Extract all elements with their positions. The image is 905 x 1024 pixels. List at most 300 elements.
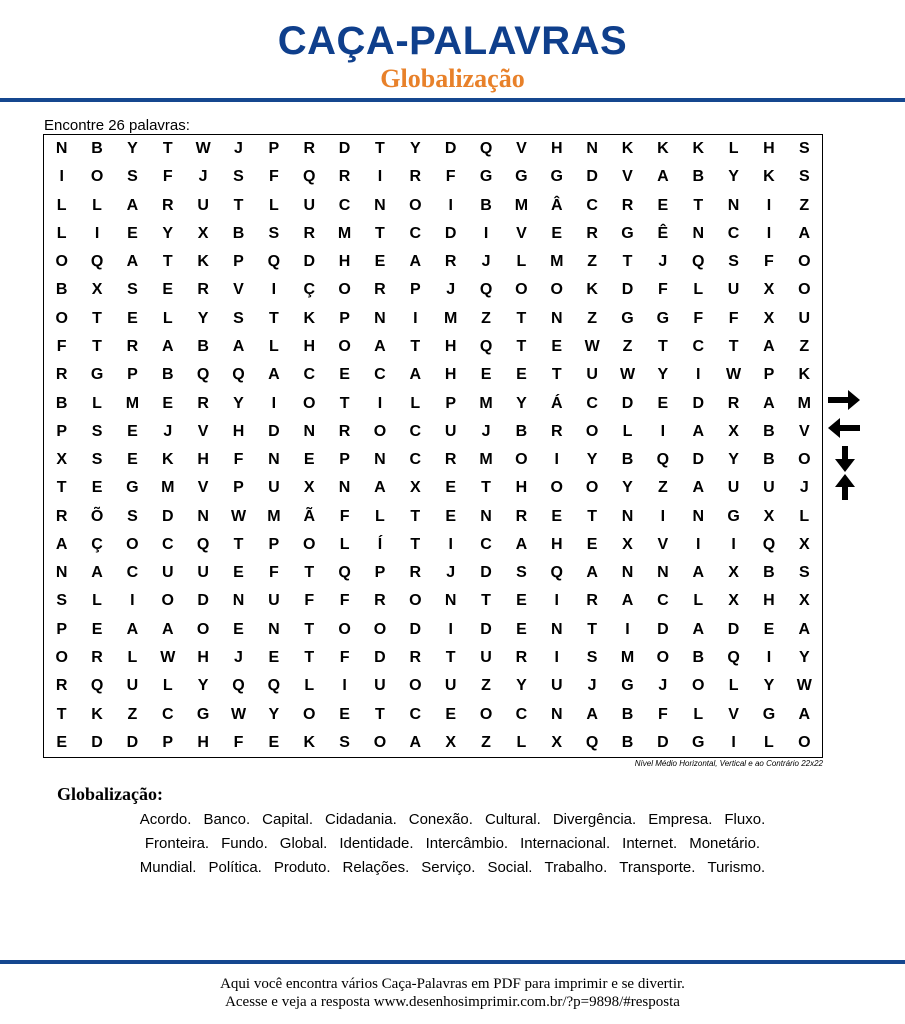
- grid-letter: N: [374, 309, 386, 327]
- grid-letter: Q: [479, 140, 493, 158]
- grid-letter: F: [339, 507, 350, 525]
- grid-letter: A: [161, 338, 174, 356]
- grid-letter: H: [197, 451, 209, 469]
- grid-letter: I: [660, 422, 666, 440]
- grid-letter: X: [91, 281, 103, 299]
- grid-letter: G: [126, 479, 139, 497]
- grid-letter: O: [585, 479, 599, 497]
- grid-letter: H: [763, 140, 775, 158]
- grid-letter: T: [92, 338, 102, 356]
- grid-letter: R: [444, 253, 457, 271]
- grid-letter: G: [727, 507, 740, 525]
- grid-letter: T: [233, 196, 244, 214]
- grid-letter: L: [56, 196, 67, 214]
- grid-letter: V: [197, 479, 209, 497]
- grid-letter: E: [127, 309, 138, 327]
- grid-letter: U: [303, 196, 315, 214]
- page-subtitle: Globalização: [380, 64, 525, 93]
- grid-letter: P: [233, 479, 244, 497]
- grid-letter: J: [587, 677, 597, 695]
- grid-letter: B: [763, 422, 775, 440]
- grid-letter: C: [161, 535, 174, 553]
- grid-letter: B: [621, 451, 634, 469]
- grid-letter: D: [161, 507, 174, 525]
- grid-letter: P: [233, 253, 244, 271]
- grid-letter: K: [586, 281, 598, 299]
- grid-letter: C: [161, 705, 174, 723]
- grid-letter: D: [303, 253, 315, 271]
- footer-text: Aqui você encontra vários Caça-Palavras em PDF para imprimir e se divertir.: [220, 976, 685, 992]
- arrow-up-icon: [830, 472, 860, 502]
- grid-letter: J: [234, 140, 243, 158]
- grid-letter: X: [445, 733, 456, 751]
- grid-letter: J: [234, 649, 243, 667]
- word-item: Relações.: [342, 859, 410, 876]
- grid-letter: H: [444, 366, 457, 384]
- grid-letter: B: [621, 733, 634, 751]
- grid-letter: B: [763, 564, 775, 582]
- grid-letter: C: [374, 366, 386, 384]
- grid-letter: F: [233, 733, 244, 751]
- grid-letter: C: [409, 451, 422, 469]
- grid-letter: D: [657, 733, 669, 751]
- grid-letter: L: [304, 677, 315, 695]
- grid-letter: T: [162, 253, 173, 271]
- grid-letter: E: [91, 479, 103, 497]
- grid-letter: A: [161, 620, 174, 638]
- grid-letter: E: [162, 394, 174, 412]
- grid-letter: Q: [727, 649, 740, 667]
- grid-letter: S: [798, 168, 810, 186]
- grid-letter: X: [303, 479, 315, 497]
- grid-letter: B: [161, 366, 174, 384]
- grid-letter: F: [657, 705, 668, 723]
- grid-letter: R: [586, 224, 598, 242]
- grid-letter: H: [303, 338, 315, 356]
- grid-letter: V: [622, 168, 633, 186]
- grid-letter: S: [586, 649, 598, 667]
- grid-letter: I: [554, 649, 559, 667]
- grid-letter: C: [480, 535, 492, 553]
- grid-letter: L: [162, 309, 173, 327]
- grid-letter: T: [375, 224, 385, 242]
- grid-letter: X: [409, 479, 421, 497]
- word-item: Intercâmbio.: [425, 835, 509, 852]
- word-item: Acordo.: [139, 811, 192, 828]
- grid-letter: F: [445, 168, 456, 186]
- grid-letter: B: [232, 224, 245, 242]
- grid-letter: A: [409, 733, 422, 751]
- grid-letter: Q: [656, 451, 670, 469]
- grid-letter: I: [554, 592, 559, 610]
- grid-letter: S: [127, 168, 138, 186]
- grid-letter: E: [516, 592, 527, 610]
- word-list-line: [40, 811, 865, 829]
- word-item: Internacional.: [520, 835, 611, 852]
- grid-letter: C: [692, 338, 704, 356]
- grid-letter: P: [268, 140, 280, 158]
- grid-letter: I: [94, 224, 100, 242]
- grid-letter: K: [161, 451, 174, 469]
- grid-letter: S: [233, 309, 244, 327]
- grid-letter: G: [550, 168, 563, 186]
- grid-letter: M: [550, 253, 564, 271]
- word-list-line: [40, 835, 865, 853]
- grid-letter: U: [126, 677, 139, 695]
- grid-letter: O: [373, 620, 387, 638]
- grid-letter: R: [374, 592, 386, 610]
- grid-letter: O: [373, 422, 387, 440]
- grid-letter: J: [446, 564, 456, 582]
- grid-letter: F: [162, 168, 173, 186]
- grid-letter: D: [727, 620, 740, 638]
- grid-letter: E: [551, 224, 563, 242]
- grid-letter: E: [339, 366, 350, 384]
- grid-letter: S: [798, 564, 810, 582]
- grid-letter: P: [339, 451, 350, 469]
- grid-letter: T: [375, 140, 385, 158]
- grid-letter: S: [91, 451, 103, 469]
- grid-letter: N: [303, 422, 315, 440]
- grid-letter: I: [448, 535, 453, 553]
- word-item: Transporte.: [619, 859, 696, 876]
- grid-letter: O: [798, 281, 811, 299]
- word-list-line: [40, 859, 865, 877]
- word-item: Cultural.: [484, 811, 541, 828]
- grid-letter: I: [130, 592, 135, 610]
- grid-letter: K: [91, 705, 103, 723]
- grid-letter: E: [657, 394, 669, 412]
- grid-letter: U: [444, 677, 457, 695]
- grid-letter: A: [692, 422, 704, 440]
- grid-letter: M: [479, 451, 493, 469]
- grid-letter: Q: [338, 564, 351, 582]
- grid-letter: V: [657, 535, 669, 553]
- grid-letter: C: [586, 394, 598, 412]
- grid-letter: Y: [197, 677, 209, 695]
- word-item: Identidade.: [339, 835, 414, 852]
- grid-letter: Y: [728, 168, 739, 186]
- grid-letter: Q: [691, 253, 705, 271]
- grid-letter: P: [56, 422, 68, 440]
- grid-letter: D: [91, 733, 103, 751]
- grid-letter: G: [90, 366, 104, 384]
- footer-link-text: Acesse e veja a resposta www.desenhosimprimir.com.br/?p=9898/#resposta: [225, 994, 680, 1010]
- grid-letter: S: [798, 140, 810, 158]
- grid-letter: R: [374, 281, 386, 299]
- grid-letter: O: [409, 196, 422, 214]
- grid-letter: V: [516, 224, 527, 242]
- grid-letter: O: [798, 253, 811, 271]
- grid-letter: I: [625, 620, 630, 638]
- grid-letter: L: [339, 535, 350, 553]
- grid-letter: R: [197, 281, 209, 299]
- grid-letter: U: [480, 649, 492, 667]
- grid-letter: I: [731, 733, 736, 751]
- grid-letter: F: [56, 338, 67, 356]
- grid-letter: Y: [586, 451, 598, 469]
- grid-letter: P: [409, 281, 421, 299]
- grid-letter: G: [691, 733, 705, 751]
- grid-letter: B: [692, 649, 704, 667]
- grid-letter: G: [621, 309, 634, 327]
- grid-letter: Á: [550, 394, 563, 412]
- grid-letter: N: [727, 196, 740, 214]
- grid-letter: E: [445, 479, 456, 497]
- grid-letter: B: [480, 196, 492, 214]
- grid-letter: Y: [516, 394, 527, 412]
- grid-letter: B: [515, 422, 528, 440]
- grid-letter: Y: [728, 451, 739, 469]
- grid-letter: N: [657, 564, 669, 582]
- grid-letter: R: [303, 224, 315, 242]
- grid-letter: U: [268, 592, 280, 610]
- grid-letter: O: [302, 705, 316, 723]
- grid-letter: H: [338, 253, 351, 271]
- grid-difficulty-note: Nível Médio Horizontal, Vertical e ao Contrário 22x22: [634, 759, 823, 768]
- grid-letter: E: [657, 196, 669, 214]
- grid-letter: O: [126, 535, 139, 553]
- grid-letter: D: [480, 564, 492, 582]
- grid-letter: I: [448, 196, 453, 214]
- grid-letter: X: [197, 224, 209, 242]
- grid-letter: O: [656, 649, 670, 667]
- grid-letter: A: [91, 564, 103, 582]
- grid-letter: A: [657, 168, 669, 186]
- grid-letter: O: [161, 592, 174, 610]
- grid-letter: P: [445, 394, 456, 412]
- grid-letter: N: [692, 224, 704, 242]
- grid-letter: L: [410, 394, 421, 412]
- grid-letter: D: [374, 649, 386, 667]
- word-item: Cidadania.: [325, 811, 397, 828]
- grid-letter: B: [621, 705, 634, 723]
- grid-letter: D: [621, 281, 634, 299]
- grid-letter: K: [621, 140, 634, 158]
- grid-letter: C: [657, 592, 669, 610]
- grid-letter: R: [338, 168, 351, 186]
- grid-letter: A: [763, 338, 775, 356]
- grid-letter: Y: [798, 649, 810, 667]
- grid-letter: K: [798, 366, 811, 384]
- grid-letter: C: [409, 422, 422, 440]
- grid-letter: I: [271, 281, 277, 299]
- grid-letter: G: [621, 224, 634, 242]
- grid-letter: I: [695, 366, 701, 384]
- word-item: Trabalho.: [544, 859, 608, 876]
- grid-letter: H: [197, 649, 209, 667]
- grid-letter: E: [551, 507, 563, 525]
- grid-letter: W: [584, 338, 600, 356]
- grid-letter: Q: [196, 366, 210, 384]
- grid-letter: N: [55, 564, 68, 582]
- grid-letter: A: [374, 479, 386, 497]
- grid-letter: O: [373, 733, 387, 751]
- grid-letter: T: [587, 620, 598, 638]
- grid-letter: R: [550, 422, 563, 440]
- grid-letter: S: [516, 564, 527, 582]
- grid-letter: Y: [657, 366, 669, 384]
- grid-letter: U: [444, 422, 457, 440]
- grid-letter: Z: [587, 309, 598, 327]
- grid-letter: H: [232, 422, 245, 440]
- grid-letter: O: [691, 677, 705, 695]
- grid-letter: H: [550, 140, 563, 158]
- grid-letter: E: [268, 733, 280, 751]
- grid-letter: U: [197, 564, 209, 582]
- word-item: Social.: [487, 859, 533, 876]
- grid-letter: Õ: [90, 507, 104, 525]
- grid-letter: C: [409, 705, 422, 723]
- grid-letter: A: [798, 620, 811, 638]
- grid-letter: I: [731, 535, 736, 553]
- grid-letter: N: [480, 507, 492, 525]
- grid-letter: J: [481, 253, 491, 271]
- grid-letter: W: [230, 507, 247, 525]
- grid-letter: X: [56, 451, 68, 469]
- grid-letter: L: [268, 196, 279, 214]
- grid-letter: R: [55, 366, 68, 384]
- grid-letter: O: [55, 649, 68, 667]
- grid-letter: A: [621, 592, 634, 610]
- grid-letter: S: [127, 281, 138, 299]
- grid-letter: C: [515, 705, 528, 723]
- grid-letter: P: [56, 620, 68, 638]
- grid-letter: M: [267, 507, 281, 525]
- grid-letter: Â: [550, 196, 563, 214]
- grid-letter: Q: [479, 281, 493, 299]
- grid-letter: O: [302, 535, 316, 553]
- grid-letter: L: [56, 224, 67, 242]
- grid-letter: H: [515, 479, 528, 497]
- grid-letter: T: [56, 705, 67, 723]
- grid-letter: N: [550, 705, 563, 723]
- grid-letter: W: [796, 677, 812, 695]
- grid-letter: A: [374, 338, 386, 356]
- grid-letter: T: [516, 338, 527, 356]
- grid-letter: Q: [302, 168, 316, 186]
- grid-letter: X: [622, 535, 633, 553]
- grid-letter: T: [445, 649, 456, 667]
- grid-letter: H: [197, 733, 209, 751]
- grid-letter: O: [515, 451, 528, 469]
- grid-letter: N: [374, 451, 386, 469]
- grid-letter: E: [56, 733, 68, 751]
- grid-letter: C: [586, 196, 598, 214]
- grid-letter: X: [798, 535, 810, 553]
- grid-letter: F: [304, 592, 315, 610]
- grid-letter: U: [727, 479, 740, 497]
- grid-letter: L: [693, 592, 704, 610]
- grid-letter: I: [695, 535, 701, 553]
- grid-letter: D: [444, 224, 457, 242]
- grid-letter: R: [621, 196, 634, 214]
- grid-letter: H: [444, 338, 457, 356]
- grid-letter: O: [302, 394, 316, 412]
- top-divider: [0, 98, 905, 102]
- grid-letter: A: [798, 224, 811, 242]
- grid-letter: E: [162, 281, 174, 299]
- grid-letter: M: [479, 394, 493, 412]
- grid-letter: D: [126, 733, 139, 751]
- grid-letter: Q: [90, 253, 104, 271]
- grid-letter: I: [660, 507, 666, 525]
- grid-letter: Ç: [91, 535, 103, 553]
- grid-letter: D: [197, 592, 209, 610]
- grid-letter: V: [798, 422, 810, 440]
- grid-letter: J: [163, 422, 173, 440]
- grid-letter: H: [763, 592, 775, 610]
- arrow-right-icon: [826, 387, 862, 413]
- grid-letter: J: [799, 479, 809, 497]
- word-item: Banco.: [203, 811, 251, 828]
- grid-letter: Y: [268, 705, 280, 723]
- grid-letter: P: [374, 564, 386, 582]
- grid-letter: Q: [550, 564, 563, 582]
- grid-letter: Z: [481, 733, 491, 751]
- grid-letter: S: [127, 507, 138, 525]
- grid-letter: E: [516, 620, 527, 638]
- word-item: Fluxo.: [724, 811, 766, 828]
- grid-letter: I: [766, 224, 772, 242]
- grid-letter: X: [551, 733, 563, 751]
- grid-letter: T: [304, 649, 315, 667]
- grid-letter: K: [657, 140, 669, 158]
- grid-letter: J: [481, 422, 491, 440]
- grid-letter: N: [621, 507, 634, 525]
- grid-letter: Z: [481, 677, 491, 695]
- word-search-grid: [43, 134, 823, 758]
- grid-letter: T: [481, 592, 491, 610]
- grid-letter: U: [197, 196, 209, 214]
- grid-letter: A: [55, 535, 68, 553]
- arrow-left-icon: [826, 415, 862, 441]
- grid-letter: T: [410, 338, 421, 356]
- grid-letter: Y: [763, 677, 775, 695]
- grid-letter: A: [409, 253, 422, 271]
- grid-letter: L: [127, 649, 138, 667]
- grid-letter: M: [337, 224, 352, 242]
- grid-letter: R: [197, 394, 209, 412]
- grid-letter: F: [728, 309, 739, 327]
- grid-letter: K: [763, 168, 775, 186]
- grid-letter: O: [338, 338, 351, 356]
- grid-letter: R: [409, 564, 422, 582]
- grid-letter: Y: [233, 394, 244, 412]
- grid-letter: E: [233, 620, 244, 638]
- grid-letter: B: [763, 451, 775, 469]
- grid-letter: E: [445, 705, 456, 723]
- grid-letter: K: [692, 140, 704, 158]
- grid-letter: O: [55, 253, 68, 271]
- grid-letter: L: [622, 422, 633, 440]
- grid-letter: C: [727, 224, 740, 242]
- grid-letter: D: [692, 394, 704, 412]
- grid-letter: Í: [377, 535, 383, 553]
- grid-letter: V: [233, 281, 244, 299]
- grid-letter: U: [374, 677, 386, 695]
- grid-letter: R: [161, 196, 174, 214]
- grid-letter: V: [728, 705, 739, 723]
- grid-letter: Ç: [303, 281, 315, 299]
- grid-letter: F: [268, 168, 279, 186]
- grid-letter: I: [413, 309, 418, 327]
- grid-letter: W: [195, 140, 211, 158]
- grid-letter: T: [162, 140, 173, 158]
- grid-letter: A: [586, 705, 598, 723]
- grid-letter: O: [550, 281, 563, 299]
- grid-letter: P: [763, 366, 775, 384]
